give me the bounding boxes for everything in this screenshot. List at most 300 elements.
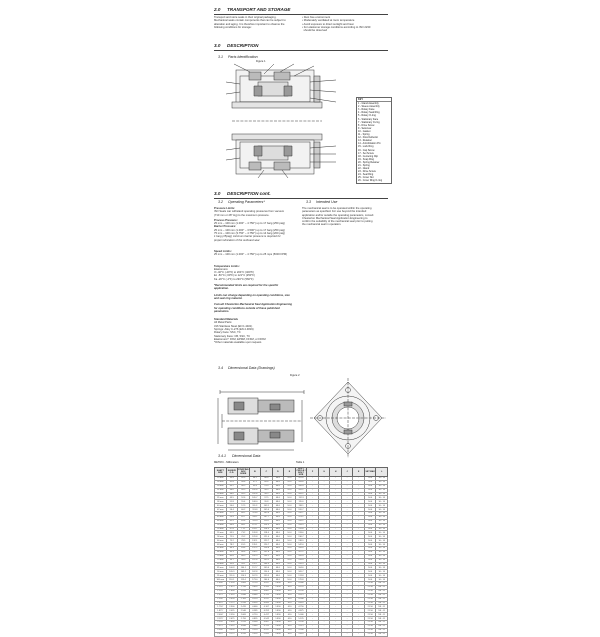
table-cell: 68 mm: [215, 550, 227, 554]
table-cell: 16 - 14: [376, 512, 388, 516]
table-cell: 123.7: [261, 539, 273, 543]
key-item: 26 - Cover Ring O-ring: [358, 179, 383, 183]
table-cell: 33 mm: [215, 492, 227, 496]
table-cell: 2.675: [226, 617, 238, 621]
section-number: 3.0: [214, 43, 221, 48]
table-cell: -: [353, 543, 365, 547]
table-cell: -: [341, 543, 353, 547]
table-cell: .410: [284, 628, 296, 632]
table-cell: 2.800: [226, 620, 238, 624]
table-cell: -: [318, 613, 330, 617]
table-cell: 5.375: [295, 624, 307, 628]
table-cell: 2.665: [238, 613, 250, 617]
table-cell: 60.2: [238, 512, 250, 516]
table-cell: -: [307, 566, 319, 570]
table-cell: -: [330, 527, 342, 531]
table-cell: 164.6: [261, 578, 273, 582]
table-cell: 45 mm: [215, 515, 227, 519]
table-cell: 54.6: [364, 547, 376, 551]
table-cell: 76.2: [238, 535, 250, 539]
table-cell: 48 mm: [215, 519, 227, 523]
table-cell: -: [307, 558, 319, 562]
table-cell: 16 - 14: [376, 547, 388, 551]
table-cell: 16 - 14: [376, 539, 388, 543]
table-cell: .410: [284, 605, 296, 609]
table-cell: 2.150: [364, 620, 376, 624]
table-cell: -: [318, 519, 330, 523]
table-cell: 5.210: [249, 628, 261, 632]
table-cell: 1.890: [272, 593, 284, 597]
table-cell: 2.165: [238, 597, 250, 601]
table-cell: -: [330, 488, 342, 492]
list-item: • Avoid exposure to direct sunlight and heat: [302, 22, 354, 26]
table-cell: -: [330, 535, 342, 539]
table-cell: 5.000: [295, 613, 307, 617]
table-cell: -: [341, 480, 353, 484]
table-cell: 97.2: [249, 480, 261, 484]
table-cell: 111.0: [226, 574, 238, 578]
table-cell: 1.890: [272, 624, 284, 628]
table-cell: 5.250: [295, 620, 307, 624]
table-cell: -: [353, 547, 365, 551]
table-cell: -: [318, 488, 330, 492]
table-cell: 94.2: [249, 477, 261, 481]
table-cell: 2.175: [226, 601, 238, 605]
table-cell: 105.7: [249, 496, 261, 500]
table-cell: 16 - 14: [376, 574, 388, 578]
table-cell: 149.4: [295, 554, 307, 558]
column-header: G: [318, 468, 330, 477]
table-cell: -: [307, 570, 319, 574]
table-cell: 159.5: [261, 574, 273, 578]
key-item: 24 - Seal Ring: [358, 173, 374, 177]
key-item: 7 - Stationary O-ring: [358, 120, 380, 124]
table-cell: -: [330, 504, 342, 508]
table-cell: 48.0: [272, 578, 284, 582]
table-cell: -: [341, 535, 353, 539]
table-cell: -: [318, 628, 330, 632]
table-cell: -: [330, 547, 342, 551]
table-cell: .410: [284, 624, 296, 628]
table-cell: 54.6: [364, 539, 376, 543]
table-cell: -: [341, 527, 353, 531]
table-cell: 4.417: [261, 613, 273, 617]
table-cell: 5.085: [249, 624, 261, 628]
table-cell: 62.7: [238, 515, 250, 519]
table-cell: -: [307, 617, 319, 621]
table-cell: -: [318, 582, 330, 586]
table-cell: 1.915: [238, 589, 250, 593]
column-header: B: [249, 468, 261, 477]
table-cell: -: [353, 550, 365, 554]
table-cell: 83.6: [238, 547, 250, 551]
section-rule: [214, 50, 388, 51]
table-cell: 167.9: [249, 574, 261, 578]
table-cell: 2.150: [364, 617, 376, 621]
table-cell: 10.4: [284, 543, 296, 547]
table-cell: 48.0: [272, 566, 284, 570]
parts-key: [356, 97, 392, 184]
table-cell: 1.890: [272, 582, 284, 586]
table-cell: -: [307, 582, 319, 586]
table-cell: 4.542: [261, 617, 273, 621]
seal-side-view-drawing: [214, 388, 310, 454]
column-header: K: [353, 468, 365, 477]
table-cell: 4.292: [261, 609, 273, 613]
table-cell: 111.3: [249, 504, 261, 508]
table-cell: 99.6: [249, 484, 261, 488]
table-cell: 89.8: [261, 480, 273, 484]
operating-parameters-text: Pressure Limits: ISO Seals can withstand operating pressures from vacuum (710 mm or 28" Hg) to the maximum pressure. Process Pressure: 25 mm – 100 mm (1.000" – 4.750") up to 17 barg (250 psig) Barrier Pressure: 25 mm – 100 mm (1.000" – 3.500") up to 17 barg (250 psig) 75 mm – 100 mm (3.750" – 4.750") up to 14 barg (200 psig) 1 barg (15psig) minimum barrier pressure is required for proper lubrication of the outboard seal. Speed Limits: 25 mm – 100 mm (1.000" – 4.750") up to 25 mps (5000 FPM) Temperature Limits: Elastomers: Vi -40°C (-40°F) to 204°C (400°F) Ec -50°C (-60°F) to 121°C (250°F) Ka -20°C (-4°F) to 293°C (560°F) *Recommended limits are required for the specific application. Limits can change depending on operating conditions, size and seal ring material. Consult Chesterton Mechanical Seal Application Engineering for operating conditions outside of these published parameters. Standard Materials All Metal Parts: 316 Stainless Steel (EN 1.4401) Springs: Alloy C-276 (EN 2.4819) Rotary Face: SSC, TC Stationary Face: CB, SSC, TC Elastomers*: FKM, EPDM, FFKM, or FFKM *Other materials available upon request.: [214, 207, 300, 345]
subsection-3-3-heading: 3.3 Intended Use: [306, 200, 338, 204]
table-cell: 1.750": [215, 605, 227, 609]
speed-limits-title: Speed Limits:: [214, 249, 232, 253]
table-cell: 57.2: [226, 512, 238, 516]
table-body: [215, 477, 388, 637]
table-cell: -: [330, 484, 342, 488]
table-cell: -: [353, 531, 365, 535]
table-cell: -: [353, 597, 365, 601]
table-cell: 97.5: [261, 496, 273, 500]
table-cell: 4.460: [249, 605, 261, 609]
table-cell: -: [307, 609, 319, 613]
section-number: 3.0: [214, 191, 221, 196]
table-cell: 54.6: [364, 562, 376, 566]
table-cell: 54.6: [364, 492, 376, 496]
table-cell: 144.0: [295, 547, 307, 551]
table-cell: 54.6: [364, 578, 376, 582]
table-cell: 48.0: [272, 519, 284, 523]
table-cell: -: [330, 500, 342, 504]
table-cell: -: [341, 484, 353, 488]
table-cell: 2.150: [364, 593, 376, 597]
table-cell: 54.6: [364, 550, 376, 554]
table-cell: 4.667: [261, 620, 273, 624]
table-cell: .410: [284, 617, 296, 621]
table-cell: -: [341, 632, 353, 636]
table-cell: -: [341, 496, 353, 500]
key-item: 10 - Gasket: [358, 129, 371, 133]
table-cell: 164.6: [295, 566, 307, 570]
text-line: alteration and aging. It is therefore important to observe the: [214, 22, 285, 26]
table-cell: 116.1: [249, 515, 261, 519]
table-cell: 4.375: [295, 593, 307, 597]
table-cell: 10.4: [284, 527, 296, 531]
table-row: [215, 632, 388, 636]
table-cell: 1.890: [272, 632, 284, 636]
table-cell: 147.1: [295, 550, 307, 554]
table-cell: 94.0: [238, 558, 250, 562]
table-cell: 48.0: [272, 477, 284, 481]
table-cell: 5/8 - 11: [376, 585, 388, 589]
table-cell: -: [318, 512, 330, 516]
table-cell: -: [341, 477, 353, 481]
table-cell: -: [330, 539, 342, 543]
table-cell: 78.5: [238, 539, 250, 543]
table-cell: -: [353, 624, 365, 628]
table-cell: -: [318, 527, 330, 531]
table-cell: 4.750: [295, 605, 307, 609]
column-header: SET MAX: [364, 468, 376, 477]
table-cell: 16 - 14: [376, 570, 388, 574]
table-cell: 10.4: [284, 562, 296, 566]
table-cell: 35 mm: [215, 496, 227, 500]
table-cell: 4.167: [261, 605, 273, 609]
table-cell: -: [318, 597, 330, 601]
table-cell: -: [330, 628, 342, 632]
table-cell: -: [330, 632, 342, 636]
table-cell: -: [307, 578, 319, 582]
table-cell: -: [318, 539, 330, 543]
table-cell: 135.1: [249, 543, 261, 547]
table-cell: 25 mm: [215, 477, 227, 481]
table-cell: 57.9: [238, 504, 250, 508]
table-cell: 48.0: [272, 574, 284, 578]
table-cell: 173.0: [249, 578, 261, 582]
table-cell: 43.2: [226, 484, 238, 488]
column-header: BOLT CIRCLE / BOLT SIZE: [296, 468, 306, 476]
column-header: SLEEVE O.D.: [226, 468, 238, 477]
table-cell: 10.4: [284, 500, 296, 504]
column-header: E: [284, 468, 296, 477]
table-cell: 104.6: [295, 480, 307, 484]
table-cell: -: [330, 562, 342, 566]
table-cell: 16 - 14: [376, 550, 388, 554]
table-cell: -: [353, 578, 365, 582]
table-cell: 3.165: [238, 628, 250, 632]
table-cell: 65.8: [238, 519, 250, 523]
table-cell: 5/8 - 11: [376, 628, 388, 632]
table-cell: -: [318, 617, 330, 621]
table-cell: 5/8 - 11: [376, 605, 388, 609]
table-cell: -: [318, 547, 330, 551]
table-cell: 49.5: [238, 492, 250, 496]
table-cell: -: [353, 527, 365, 531]
table-cell: 107.7: [261, 515, 273, 519]
table-cell: 48.0: [272, 504, 284, 508]
table-cell: 16 - 14: [376, 484, 388, 488]
subsection-3-2-heading: 3.2 Operating Parameters*: [218, 200, 265, 204]
table-cell: 55 mm: [215, 531, 227, 535]
table-cell: 124.7: [249, 527, 261, 531]
table-cell: -: [330, 578, 342, 582]
key-item: 6 - Stationary Face: [358, 117, 379, 121]
process-pressure-title: Process Pressure:: [214, 218, 238, 222]
table-cell: 54.6: [364, 574, 376, 578]
table-cell: 16 - 14: [376, 488, 388, 492]
column-header: L: [376, 468, 388, 477]
table-cell: 4.625: [295, 601, 307, 605]
table-cell: 51.8: [226, 500, 238, 504]
table-cell: -: [307, 562, 319, 566]
list-item: • For elastomer storage conditions according to ISO 2230: [302, 25, 371, 29]
table-cell: -: [353, 512, 365, 516]
table-cell: -: [318, 620, 330, 624]
table-cell: 54.6: [364, 558, 376, 562]
table-cell: -: [318, 508, 330, 512]
table-cell: -: [341, 593, 353, 597]
table-cell: 132.1: [249, 539, 261, 543]
storage-conditions-list: [302, 16, 388, 32]
table-cell: 43 mm: [215, 512, 227, 516]
table-cell: 10.4: [284, 523, 296, 527]
table-cell: -: [341, 531, 353, 535]
table-cell: 2.050: [226, 597, 238, 601]
table-cell: -: [341, 550, 353, 554]
table-cell: -: [341, 512, 353, 516]
table-cell: -: [318, 535, 330, 539]
standard-materials-title: Standard Materials: [214, 318, 239, 322]
table-cell: 94.5: [261, 492, 273, 496]
table-cell: -: [341, 523, 353, 527]
table-cell: -: [318, 605, 330, 609]
table-cell: -: [307, 593, 319, 597]
table-cell: 60 mm: [215, 539, 227, 543]
table-cell: -: [307, 543, 319, 547]
table-cell: -: [341, 554, 353, 558]
table-cell: 90.7: [226, 558, 238, 562]
table-cell: 1.375": [215, 593, 227, 597]
manual-page: [210, 0, 392, 636]
table-cell: -: [318, 632, 330, 636]
table-cell: 16 - 14: [376, 543, 388, 547]
table-cell: -: [330, 585, 342, 589]
table-cell: 137.2: [249, 547, 261, 551]
table-cell: -: [353, 617, 365, 621]
table-cell: -: [318, 578, 330, 582]
table-cell: 133.6: [295, 531, 307, 535]
figure-1-label: Figure 1: [256, 60, 266, 63]
table-cell: 121.7: [249, 523, 261, 527]
table-cell: -: [341, 492, 353, 496]
table-cell: 1.890: [272, 605, 284, 609]
table-cell: 2.925: [226, 624, 238, 628]
table-cell: 3.175: [226, 632, 238, 636]
table-cell: -: [318, 531, 330, 535]
table-cell: 1.625": [215, 601, 227, 605]
key-item: 2 - Sleeve Assembly: [358, 105, 380, 109]
table-cell: 40 mm: [215, 504, 227, 508]
table-cell: -: [353, 515, 365, 519]
table-cell: -: [353, 539, 365, 543]
table-cell: 54.6: [364, 504, 376, 508]
table-cell: -: [330, 543, 342, 547]
table-cell: 16 - 14: [376, 492, 388, 496]
table-cell: -: [330, 566, 342, 570]
table-cell: 64.8: [226, 523, 238, 527]
table-cell: 5.500: [295, 628, 307, 632]
table-cell: -: [341, 558, 353, 562]
section-3-cont-heading: [214, 191, 271, 196]
table-cell: 129.8: [249, 535, 261, 539]
table-cell: -: [341, 609, 353, 613]
table-cell: 81.5: [238, 543, 250, 547]
seal-cross-section-drawing: [214, 62, 354, 180]
table-cell: 28 mm: [215, 480, 227, 484]
table-cell: 16 - 14: [376, 519, 388, 523]
table-cell: -: [307, 539, 319, 543]
table-cell: 16 - 14: [376, 554, 388, 558]
table-cell: -: [318, 515, 330, 519]
table-cell: -: [341, 504, 353, 508]
table-cell: 95 mm: [215, 574, 227, 578]
table-cell: 95.8: [226, 562, 238, 566]
table-cell: 16 - 14: [376, 558, 388, 562]
table-cell: 120.7: [295, 508, 307, 512]
table-cell: 114.3: [238, 574, 250, 578]
table-cell: 16 - 14: [376, 535, 388, 539]
table-cell: 48.0: [272, 531, 284, 535]
text-line: Transport and store seals in their original packaging.: [214, 16, 277, 19]
table-cell: -: [353, 589, 365, 593]
table-cell: 16 - 14: [376, 496, 388, 500]
table-cell: 5/8 - 11: [376, 582, 388, 586]
section-3-heading: [214, 43, 258, 48]
table-cell: 10.4: [284, 558, 296, 562]
table-cell: 106.4: [295, 484, 307, 488]
table-cell: 59.4: [226, 515, 238, 519]
table-cell: 5/8 - 11: [376, 613, 388, 617]
table-cell: 62.5: [226, 519, 238, 523]
table-cell: 10.4: [284, 508, 296, 512]
table-cell: 2.375": [215, 624, 227, 628]
table-cell: 179.8: [295, 578, 307, 582]
table-cell: 10.4: [284, 535, 296, 539]
table-cell: 16 - 14: [376, 504, 388, 508]
section-title: DESCRIPTION cont.: [227, 191, 271, 196]
table-cell: 157.7: [249, 566, 261, 570]
table-cell: 10.4: [284, 515, 296, 519]
table-cell: 126.2: [295, 519, 307, 523]
table-cell: -: [307, 492, 319, 496]
table-cell: 115.6: [295, 500, 307, 504]
table-cell: 2.150: [364, 601, 376, 605]
table-cell: -: [330, 609, 342, 613]
list-item: should be observed: [303, 29, 327, 33]
table-cell: 126.7: [261, 543, 273, 547]
table-cell: 1.890: [272, 609, 284, 613]
table-cell: 2.125": [215, 617, 227, 621]
table-cell: 10.4: [284, 531, 296, 535]
table-cell: 10.4: [284, 484, 296, 488]
table-cell: -: [307, 605, 319, 609]
section-title: DESCRIPTION: [227, 43, 259, 48]
table-cell: 90 mm: [215, 570, 227, 574]
table-cell: 54.6: [364, 515, 376, 519]
table-cell: 48.0: [272, 539, 284, 543]
table-cell: -: [353, 566, 365, 570]
table-cell: 100 mm: [215, 578, 227, 582]
table-cell: 54.6: [364, 512, 376, 516]
table-cell: -: [330, 508, 342, 512]
table-cell: -: [318, 492, 330, 496]
table-cell: 10.4: [284, 488, 296, 492]
table-cell: 48.0: [272, 562, 284, 566]
table-cell: 128.8: [261, 547, 273, 551]
key-title: KEY: [357, 98, 391, 102]
table-cell: -: [341, 624, 353, 628]
table-cell: -: [307, 620, 319, 624]
table-cell: -: [307, 523, 319, 527]
table-cell: 2.500": [215, 628, 227, 632]
table-cell: -: [318, 504, 330, 508]
table-cell: 54.6: [364, 477, 376, 481]
table-cell: -: [307, 500, 319, 504]
table-cell: 70 mm: [215, 554, 227, 558]
table-cell: 4.585: [249, 609, 261, 613]
table-cell: 102.6: [249, 492, 261, 496]
table-cell: 48.0: [272, 508, 284, 512]
